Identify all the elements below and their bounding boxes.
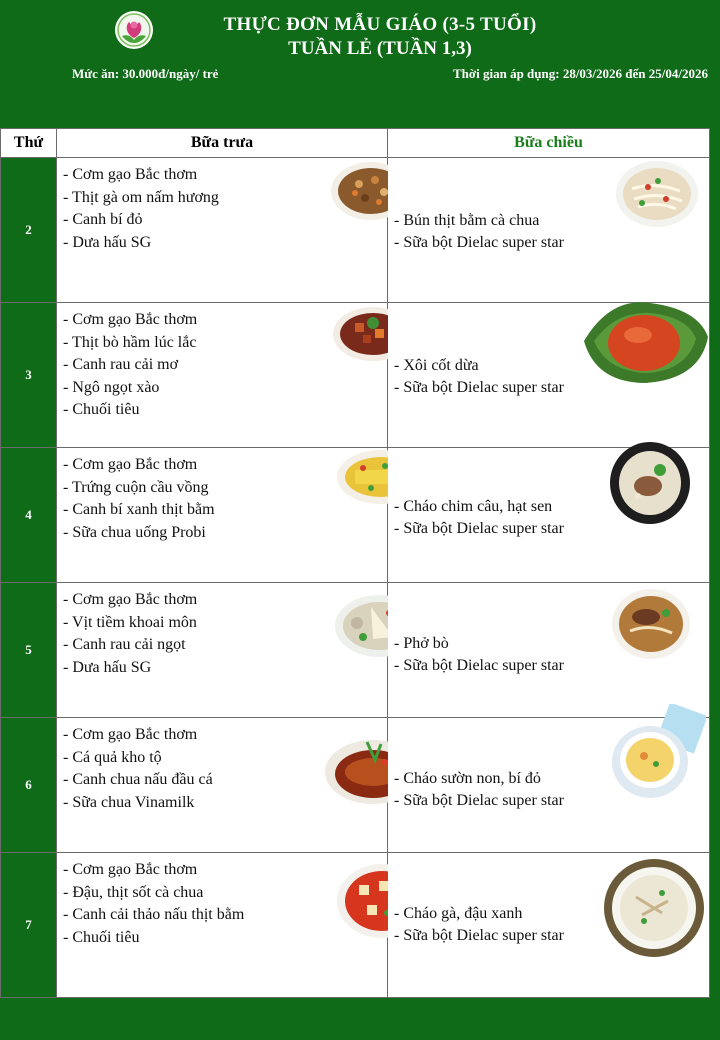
day-cell: 6 — [1, 718, 57, 853]
food-photo — [600, 704, 706, 804]
day-cell: 4 — [1, 448, 57, 583]
column-header-day: Thứ — [1, 129, 57, 158]
food-photo — [614, 159, 700, 229]
list-item: - Cơm gạo Bắc thơm — [63, 861, 198, 878]
list-item: - Canh cải thảo nấu thịt bằm — [63, 906, 245, 923]
menu-header — [0, 0, 720, 128]
dinner-cell — [388, 448, 710, 583]
lunch-list — [63, 454, 215, 544]
list-item: - Trứng cuộn cầu vồng — [63, 478, 209, 496]
day-cell: 2 — [1, 158, 57, 303]
food-photo — [610, 587, 692, 661]
list-item: - Ngô ngọt xào — [63, 378, 160, 396]
table-row — [1, 853, 710, 998]
dinner-list — [394, 210, 564, 254]
list-item: - Cơm gạo Bắc thơm — [63, 591, 198, 608]
list-item: - Vịt tiềm khoai môn — [63, 613, 197, 631]
dinner-list — [394, 496, 564, 540]
list-item: - Thịt gà om nấm hương — [63, 188, 219, 206]
list-item: - Canh rau cải mơ — [63, 356, 179, 373]
meal-rate: Mức ăn: 30.000đ/ngày/ trẻ — [72, 66, 219, 81]
list-item: - Canh bí đỏ — [63, 211, 143, 228]
day-cell: 3 — [1, 303, 57, 448]
food-photo — [580, 297, 710, 387]
list-item: - Sữa bột Dielac super star — [394, 234, 564, 251]
list-item: - Cơm gạo Bắc thơm — [63, 166, 198, 183]
dinner-list — [394, 355, 564, 399]
menu-subtitle: TUẦN LẺ (TUẦN 1,3) — [288, 38, 472, 59]
lunch-list — [63, 859, 244, 949]
list-item: - Sữa chua uống Probi — [63, 523, 206, 541]
day-cell: 7 — [1, 853, 57, 998]
list-item: - Sữa bột Dielac super star — [394, 520, 564, 537]
list-item: - Cháo sườn non, bí đỏ — [394, 770, 541, 787]
lunch-list — [63, 164, 219, 254]
list-item: - Sữa bột Dielac super star — [394, 927, 564, 944]
list-item: - Cơm gạo Bắc thơm — [63, 726, 198, 743]
list-item: - Chuối tiêu — [63, 928, 140, 946]
list-item: - Sữa chua Vinamilk — [63, 793, 195, 811]
list-item: - Cháo gà, đậu xanh — [394, 905, 523, 922]
footer-bar — [0, 1020, 720, 1040]
list-item: - Cháo chim câu, hạt sen — [394, 498, 553, 515]
lunch-list — [63, 589, 197, 679]
table-row — [1, 448, 710, 583]
table-row — [1, 303, 710, 448]
dinner-cell — [388, 303, 710, 448]
table-row — [1, 718, 710, 853]
lunch-cell — [57, 718, 388, 853]
table-header-row — [1, 129, 710, 158]
list-item: - Sữa bột Dielac super star — [394, 792, 564, 809]
lunch-cell — [57, 303, 388, 448]
list-item: - Xôi cốt dừa — [394, 357, 479, 374]
list-item: - Cá quả kho tộ — [63, 748, 162, 766]
dinner-cell — [388, 853, 710, 998]
list-item: - Cơm gạo Bắc thơm — [63, 456, 198, 473]
list-item: - Canh chua nấu đầu cá — [63, 771, 213, 788]
lunch-list — [63, 724, 213, 814]
list-item: - Sữa bột Dielac super star — [394, 379, 564, 396]
dinner-list — [394, 768, 564, 812]
food-photo — [608, 440, 692, 526]
table-row — [1, 583, 710, 718]
dinner-list — [394, 633, 564, 677]
lunch-cell — [57, 583, 388, 718]
list-item: - Đậu, thịt sốt cà chua — [63, 883, 204, 901]
list-item: - Phở bò — [394, 635, 449, 652]
list-item: - Canh bí xanh thịt bằm — [63, 501, 215, 518]
dinner-cell — [388, 718, 710, 853]
lunch-list — [63, 309, 197, 422]
lunch-cell — [57, 158, 388, 303]
dinner-list — [394, 903, 564, 947]
menu-title: THỰC ĐƠN MẪU GIÁO (3-5 TUỔI) — [223, 14, 537, 35]
day-cell: 5 — [1, 583, 57, 718]
lunch-cell — [57, 853, 388, 998]
lunch-cell — [57, 448, 388, 583]
list-item: - Canh rau cải ngọt — [63, 636, 186, 653]
column-header-dinner: Bữa chiều — [388, 129, 710, 158]
list-item: - Cơm gạo Bắc thơm — [63, 311, 198, 328]
table-row — [1, 158, 710, 303]
dinner-cell — [388, 158, 710, 303]
list-item: - Bún thịt bằm cà chua — [394, 212, 540, 229]
apply-period: Thời gian áp dụng: 28/03/2026 đến 25/04/2026 — [453, 66, 708, 81]
food-photo — [602, 857, 706, 959]
list-item: - Sữa bột Dielac super star — [394, 657, 564, 674]
list-item: - Chuối tiêu — [63, 401, 140, 418]
column-header-lunch: Bữa trưa — [57, 129, 388, 158]
list-item: - Dưa hấu SG — [63, 233, 152, 251]
weekly-menu-table — [0, 128, 710, 998]
list-item: - Thịt bò hầm lúc lắc — [63, 333, 197, 351]
dinner-cell — [388, 583, 710, 718]
list-item: - Dưa hấu SG — [63, 658, 152, 676]
